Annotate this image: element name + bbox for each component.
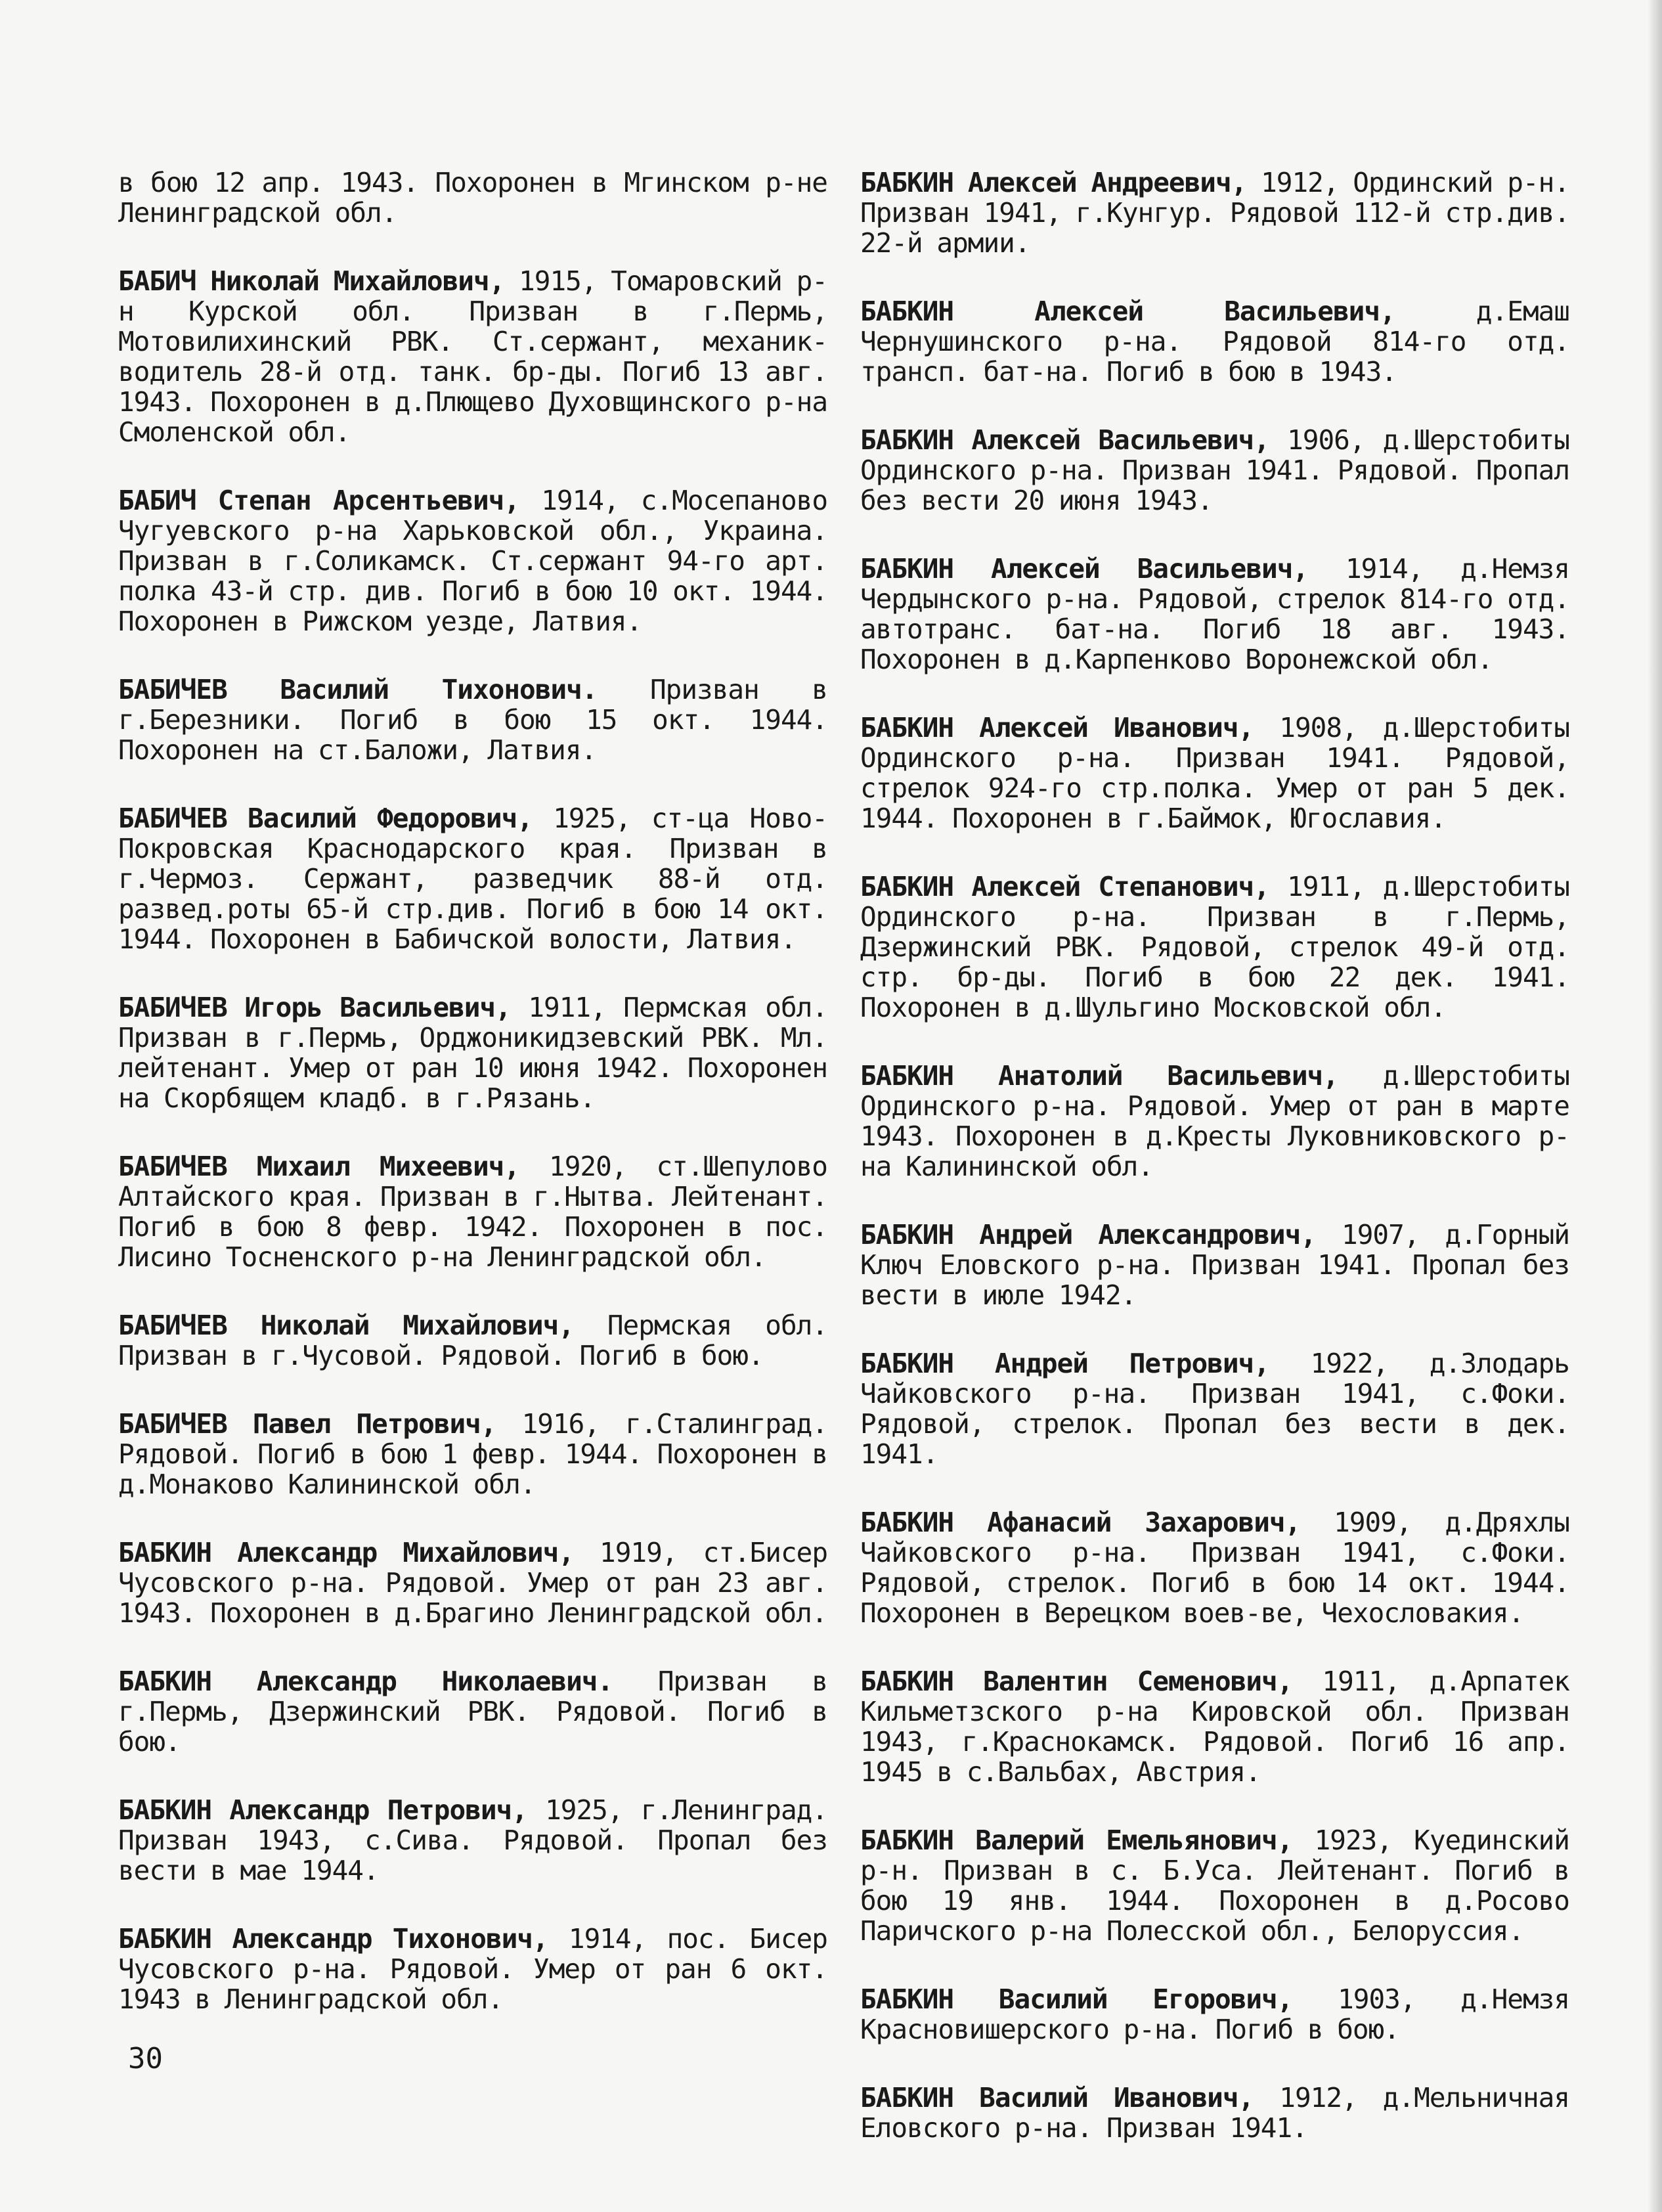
entry-text: 1911, д.Арпатек Кильметзского р-на Кировской обл. Призван 1943, г.Краснокамск. Рядовой. Погиб 16 апр. 1945 в с.Вальбах, Австрия.: [860, 1666, 1569, 1788]
entry: [860, 554, 1569, 675]
entry-name: БАБКИН Александр Николаевич.: [118, 1666, 613, 1697]
entry: [118, 1795, 827, 1886]
entry: [860, 296, 1569, 387]
scan-edge-shadow: [1648, 0, 1662, 2212]
entry-name: БАБКИН Алексей Андреевич,: [860, 167, 1247, 198]
entry-name: БАБИЧЕВ Николай Михайлович,: [118, 1310, 574, 1341]
entry-name: БАБИЧЕВ Василий Тихонович.: [118, 674, 598, 705]
entry-name: БАБИЧЕВ Игорь Васильевич,: [118, 992, 511, 1023]
entry-text: Пермская обл. Призван в г.Чусовой. Рядовой. Погиб в бою.: [118, 1310, 827, 1371]
entry-text: 1922, д.Злодарь Чайковского р-на. Призван 1941, с.Фоки. Рядовой, стрелок. Пропал без вести в дек. 1941.: [860, 1348, 1569, 1470]
entry-text: 1912, Ординский р-н. Призван 1941, г.Кунгур. Рядовой 112-й стр.див. 22-й армии.: [860, 167, 1569, 259]
entry-name: БАБКИН Алексей Васильевич,: [860, 553, 1309, 585]
entry-text: 1911, д.Шерстобиты Ординского р-на. Призван в г.Пермь, Дзержинский РВК. Рядовой, стрелок 49-й отд. стр. бр-ды. Погиб в бою 22 дек. 1941. Похоронен в д.Шульгино Московской обл.: [860, 871, 1569, 1023]
entry: [118, 1537, 827, 1628]
entry: [118, 485, 827, 636]
entry: [118, 1409, 827, 1499]
entry-name: БАБИЧЕВ Павел Петрович,: [118, 1408, 496, 1440]
entry-name: БАБКИН Афанасий Захарович,: [860, 1507, 1301, 1538]
entry: [860, 1348, 1569, 1469]
entry-text: 1916, г.Сталинград. Рядовой. Погиб в бою 1 февр. 1944. Похоронен в д.Монаково Калининской обл.: [118, 1408, 828, 1500]
entry: [860, 2083, 1569, 2143]
entry: [118, 1310, 827, 1371]
entry-text: 1907, д.Горный Ключ Еловского р-на. Призван 1941. Пропал без вести в июле 1942.: [860, 1219, 1570, 1311]
entry-text: 1912, д.Мельничная Еловского р-на. Призван 1941.: [860, 2082, 1570, 2144]
entry: [860, 713, 1569, 833]
entry-name: БАБИЧ Николай Михайлович,: [118, 265, 505, 297]
entry-name: БАБКИН Алексей Степанович,: [860, 871, 1269, 902]
entry-name: БАБКИН Андрей Петрович,: [860, 1348, 1269, 1379]
entry-text: 1903, д.Немзя Красновишерского р-на. Погиб в бою.: [860, 1983, 1569, 2045]
left-column: [118, 167, 827, 2052]
entry-text: 1911, Пермская обл. Призван в г.Пермь, Орджоникидзевский РВК. Мл. лейтенант. Умер от ран 10 июня 1942. Похоронен на Скорбящем кладб. в г.Рязань.: [118, 992, 828, 1114]
entry: [118, 1151, 827, 1272]
entry-text: 1915, Томаровский р-н Курской обл. Призван в г.Пермь, Мотовилихинский РВК. Ст.сержант, механик-водитель 28-й отд. танк. бр-ды. Погиб 13 авг. 1943. Похоронен в д.Плющево Духовщинского р-на Смоленской обл.: [118, 265, 827, 448]
entry-text: 1920, ст.Шепулово Алтайского края. Призван в г.Нытва. Лейтенант. Погиб в бою 8 февр. 1942. Похоронен в пос. Лисино Тосненского р-на Ленинградской обл.: [118, 1151, 827, 1273]
entry-name: БАБКИН Василий Егорович,: [860, 1983, 1293, 2015]
entry-name: БАБКИН Алексей Васильевич,: [860, 424, 1269, 456]
entry-text: 1925, ст-ца Ново-Покровская Краснодарского края. Призван в г.Чермоз. Сержант, разведчик 88-й отд. развед.роты 65-й стр.див. Погиб в бою 14 окт. 1944. Похоронен в Бабичской волости, Латвия.: [118, 803, 827, 955]
entry-name: БАБКИН Александр Михайлович,: [118, 1537, 574, 1568]
entry-text: 1906, д.Шерстобиты Ординского р-на. Призван 1941. Рядовой. Пропал без вести 20 июня 1943.: [860, 424, 1569, 516]
entry-text: 1914, с.Мосепаново Чугуевского р-на Харьковской обл., Украина. Призван в г.Соликамск. Ст.сержант 94-го арт. полка 43-й стр. див. Погиб в бою 10 окт. 1944. Похоронен в Рижском уезде, Латвия.: [118, 485, 828, 637]
entry-name: БАБКИН Алексей Васильевич,: [860, 296, 1395, 327]
entry: [860, 1984, 1569, 2045]
entry-name: БАБКИН Валентин Семенович,: [860, 1666, 1293, 1697]
entry-name: БАБИЧЕВ Михаил Михеевич,: [118, 1151, 520, 1182]
entry-name: БАБКИН Алексей Иванович,: [860, 712, 1254, 743]
entry-text: 1919, ст.Бисер Чусовского р-на. Рядовой. Умер от ран 23 авг. 1943. Похоронен в д.Брагино Ленинградской обл.: [118, 1537, 828, 1629]
entry-name: БАБИЧ Степан Арсентьевич,: [118, 485, 520, 516]
entry-name: БАБКИН Анатолий Васильевич,: [860, 1060, 1338, 1092]
entry: [860, 1825, 1569, 1946]
entry-text: в бою 12 апр. 1943. Похоронен в Мгинском р-не Ленинградской обл.: [118, 167, 827, 229]
entry: [118, 266, 827, 447]
entry: [860, 1220, 1569, 1310]
entry-text: 1914, пос. Бисер Чусовского р-на. Рядовой. Умер от ран 6 окт. 1943 в Ленинградской обл.: [118, 1923, 827, 2015]
right-column: [860, 167, 1569, 2181]
entry: [860, 167, 1569, 258]
entry-name: БАБКИН Андрей Александрович,: [860, 1219, 1316, 1250]
entry: [118, 803, 827, 954]
entry-name: БАБКИН Александр Тихонович,: [118, 1923, 548, 1955]
entry: [860, 1061, 1569, 1182]
entry: [860, 1507, 1569, 1628]
page-number: 30: [128, 2042, 163, 2075]
entry-text: Призван в г.Березники. Погиб в бою 15 окт. 1944. Похоронен на ст.Баложи, Латвия.: [118, 674, 827, 766]
entry: [860, 872, 1569, 1023]
entry-text: Призван в г.Пермь, Дзержинский РВК. Рядовой. Погиб в бою.: [118, 1666, 827, 1758]
entry-text: д.Емаш Чернушинского р-на. Рядовой 814-го отд. трансп. бат-на. Погиб в бою в 1943.: [860, 296, 1569, 387]
entry: [118, 1666, 827, 1757]
entry-name: БАБКИН Александр Петрович,: [118, 1794, 527, 1826]
entry: [118, 1924, 827, 2014]
entry: [860, 425, 1569, 516]
entry: [118, 992, 827, 1113]
entry-text: 1914, д.Немзя Чердынского р-на. Рядовой, стрелок 814-го отд. автотранс. бат-на. Погиб 18 авг. 1943. Похоронен в д.Карпенково Воронежской обл.: [860, 553, 1569, 675]
entry-name: БАБКИН Василий Иванович,: [860, 2082, 1254, 2113]
entry-text: 1923, Куединский р-н. Призван в с. Б.Уса. Лейтенант. Погиб в бою 19 янв. 1944. Похоронен в д.Росово Паричского р-на Полесской обл., Белоруссия.: [860, 1825, 1569, 1947]
entry-text: 1909, д.Дряхлы Чайковского р-на. Призван 1941, с.Фоки. Рядовой, стрелок. Погиб в бою 14 окт. 1944. Похоронен в Верецком воев-ве, Чехословакия.: [860, 1507, 1569, 1629]
entry-name: БАБКИН Валерий Емельянович,: [860, 1825, 1293, 1856]
entry-text: д.Шерстобиты Ординского р-на. Рядовой. Умер от ран в марте 1943. Похоронен в д.Кресты Луковниковского р-на Калининской обл.: [860, 1060, 1569, 1182]
entry: [118, 675, 827, 765]
entry: [860, 1666, 1569, 1787]
entry-text: 1925, г.Ленинград. Призван 1943, с.Сива. Рядовой. Пропал без вести в мае 1944.: [118, 1794, 827, 1886]
entry-text: 1908, д.Шерстобиты Ординского р-на. Призван 1941. Рядовой, стрелок 924-го стр.полка. Умер от ран 5 дек. 1944. Похоронен в г.Баймок, Югославия.: [860, 712, 1570, 834]
entry-name: БАБИЧЕВ Василий Федорович,: [118, 803, 533, 834]
entry: [118, 167, 827, 228]
